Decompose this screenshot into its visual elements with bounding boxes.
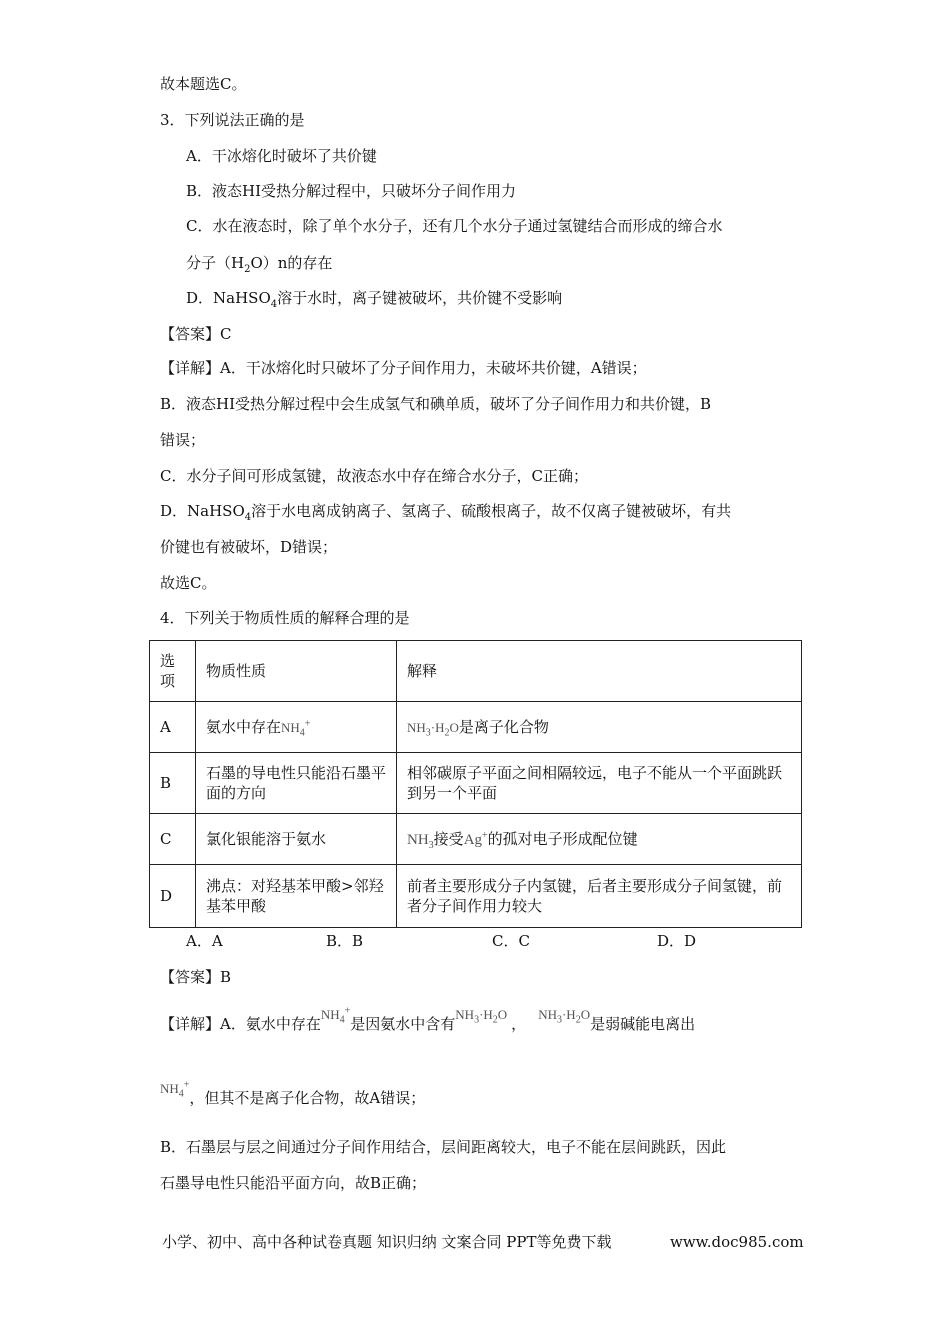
q2-conclusion: 故本题选C。	[160, 75, 247, 93]
q4-table	[149, 640, 802, 928]
row-explanation: 相邻碳原子平面之间相隔较远，电子不能从一个平面跳跃到另一个平面	[397, 753, 802, 814]
q4-detail-a-line1: 【详解】A．氨水中存在$NH_4^+$是因氨水中含有$NH_3\cdot H_2O$，$NH_3\cdot H_2O$是弱碱能电离出	[160, 1005, 696, 1033]
table-row	[150, 753, 802, 814]
footer-text: 小学、初中、高中各种试卷真题 知识归纳 文案合同 PPT等免费下载	[162, 1233, 612, 1251]
q3-detail-d-line1: D．NaHSO$_4$溶于水电离成钠离子、氢离子、硫酸根离子，故不仅离子键被破坏，有共	[160, 502, 732, 523]
q3-detail-d-line2: 价键也有被破坏，D错误；	[160, 538, 338, 556]
row-explanation: $NH_3$接受Ag+的孤对电子形成配位键	[397, 814, 802, 865]
q3-stem: 3．下列说法正确的是	[160, 111, 305, 129]
q4-choice-a: A．A	[186, 932, 223, 950]
q4-stem: 4．下列关于物质性质的解释合理的是	[160, 609, 410, 627]
header-option: 选项	[150, 641, 196, 702]
q3-option-d: D．NaHSO$_4$溶于水时，离子键被破坏，共价键不受影响	[186, 289, 563, 310]
q3-option-a: A．干冰熔化时破坏了共价键	[186, 147, 377, 165]
row-explanation: $NH_3\cdot H_2O$是离子化合物	[397, 702, 802, 753]
q3-detail-b-line2: 错误；	[160, 431, 206, 449]
q4-choice-d: D．D	[657, 932, 697, 950]
table-header-row	[150, 641, 802, 702]
q3-detail-a: 【详解】A．干冰熔化时只破坏了分子间作用力，未破坏共价键，A错误；	[160, 359, 647, 377]
q3-option-c-line2: 分子$(H_2O)n$的存在	[186, 254, 333, 275]
header-explanation: 解释	[397, 641, 802, 702]
row-option: B	[150, 753, 196, 814]
q4-answer: 【答案】B	[160, 968, 232, 986]
row-property: 氨水中存在$NH_4^+$	[196, 702, 397, 753]
q3-conclusion: 故选C。	[160, 574, 217, 592]
table-row	[150, 865, 802, 928]
q3-option-b: B．液态HI受热分解过程中，只破坏分子间作用力	[186, 182, 517, 200]
q4-detail-b-line1: B．石墨层与层之间通过分子间作用结合，层间距离较大，电子不能在层间跳跃，因此	[160, 1138, 727, 1156]
row-explanation: 前者主要形成分子内氢键，后者主要形成分子间氢键，前者分子间作用力较大	[397, 865, 802, 928]
row-property: 沸点：对羟基苯甲酸>邻羟基苯甲酸	[196, 865, 397, 928]
q4-detail-a-line2: $NH_4^+$，但其不是离子化合物，故A错误；	[160, 1079, 426, 1107]
q4-choice-b: B．B	[326, 932, 364, 950]
row-option: D	[150, 865, 196, 928]
q3-option-c-line1: C．水在液态时，除了单个水分子，还有几个水分子通过氢键结合而形成的缔合水	[186, 217, 723, 235]
row-option: A	[150, 702, 196, 753]
table-row	[150, 702, 802, 753]
row-property: 氯化银能溶于氨水	[196, 814, 397, 865]
footer-link[interactable]: www.doc985.com	[670, 1233, 804, 1251]
header-property: 物质性质	[196, 641, 397, 702]
q4-detail-b-line2: 石墨导电性只能沿平面方向，故B正确；	[160, 1174, 427, 1192]
q3-detail-c: C．水分子间可形成氢键，故液态水中存在缔合水分子，C正确；	[160, 467, 588, 485]
q4-choice-c: C．C	[492, 932, 530, 950]
row-option: C	[150, 814, 196, 865]
q3-detail-b-line1: B．液态HI受热分解过程中会生成氢气和碘单质，破坏了分子间作用力和共价键，B	[160, 395, 712, 413]
table-row	[150, 814, 802, 865]
q3-answer: 【答案】C	[160, 325, 232, 343]
row-property: 石墨的导电性只能沿石墨平面的方向	[196, 753, 397, 814]
